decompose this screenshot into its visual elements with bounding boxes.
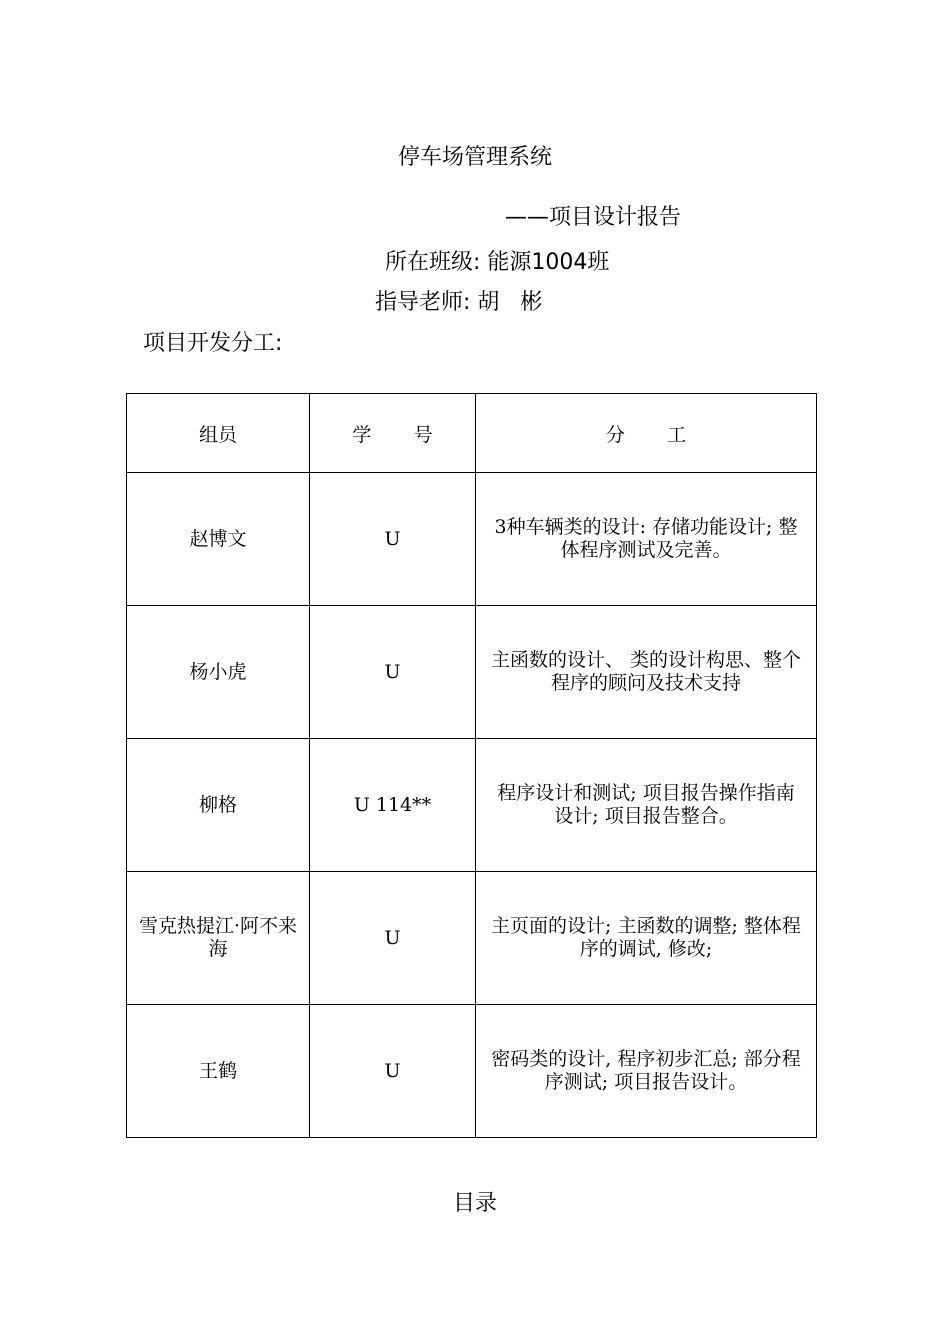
table-row [127, 739, 817, 872]
member-name: 雪克热提江·阿不来海 [127, 872, 310, 1005]
table-row [127, 473, 817, 606]
member-table [126, 393, 817, 1138]
member-duty: 主函数的设计、 类的设计构思、整个程序的顾问及技术支持 [476, 606, 817, 739]
member-duty: 3种车辆类的设计: 存储功能设计; 整体程序测试及完善。 [476, 473, 817, 606]
header-id: 学 号 [310, 394, 476, 473]
member-duty: 密码类的设计, 程序初步汇总; 部分程序测试; 项目报告设计。 [476, 1005, 817, 1138]
member-id: U [310, 872, 476, 1005]
teacher-info [375, 285, 542, 316]
document-title: 停车场管理系统 [397, 145, 552, 170]
table-row [127, 606, 817, 739]
member-duty: 程序设计和测试; 项目报告操作指南设计; 项目报告整合。 [476, 739, 817, 872]
class-info [385, 245, 609, 276]
member-duty: 主页面的设计; 主函数的调整; 整体程序的调试, 修改; [476, 872, 817, 1005]
member-name: 赵博文 [127, 473, 310, 606]
teacher-value: 胡 彬 [477, 290, 543, 315]
member-id: U [310, 1005, 476, 1138]
document-subtitle: ——项目设计报告 [505, 205, 682, 230]
member-name: 杨小虎 [127, 606, 310, 739]
member-id: U 114** [310, 739, 476, 872]
header-duty: 分 工 [476, 394, 817, 473]
table-row [127, 872, 817, 1005]
section-heading: 项目开发分工: [143, 331, 283, 356]
class-label: 所在班级: [385, 250, 481, 275]
member-id: U [310, 606, 476, 739]
member-name: 柳格 [127, 739, 310, 872]
header-member: 组员 [127, 394, 310, 473]
toc-heading: 目录 [452, 1191, 497, 1216]
member-name: 王鹤 [127, 1005, 310, 1138]
member-id: U [310, 473, 476, 606]
class-value: 能源1004班 [487, 250, 610, 275]
teacher-label: 指导老师: [375, 290, 471, 315]
table-row [127, 1005, 817, 1138]
table-header-row [127, 394, 817, 473]
